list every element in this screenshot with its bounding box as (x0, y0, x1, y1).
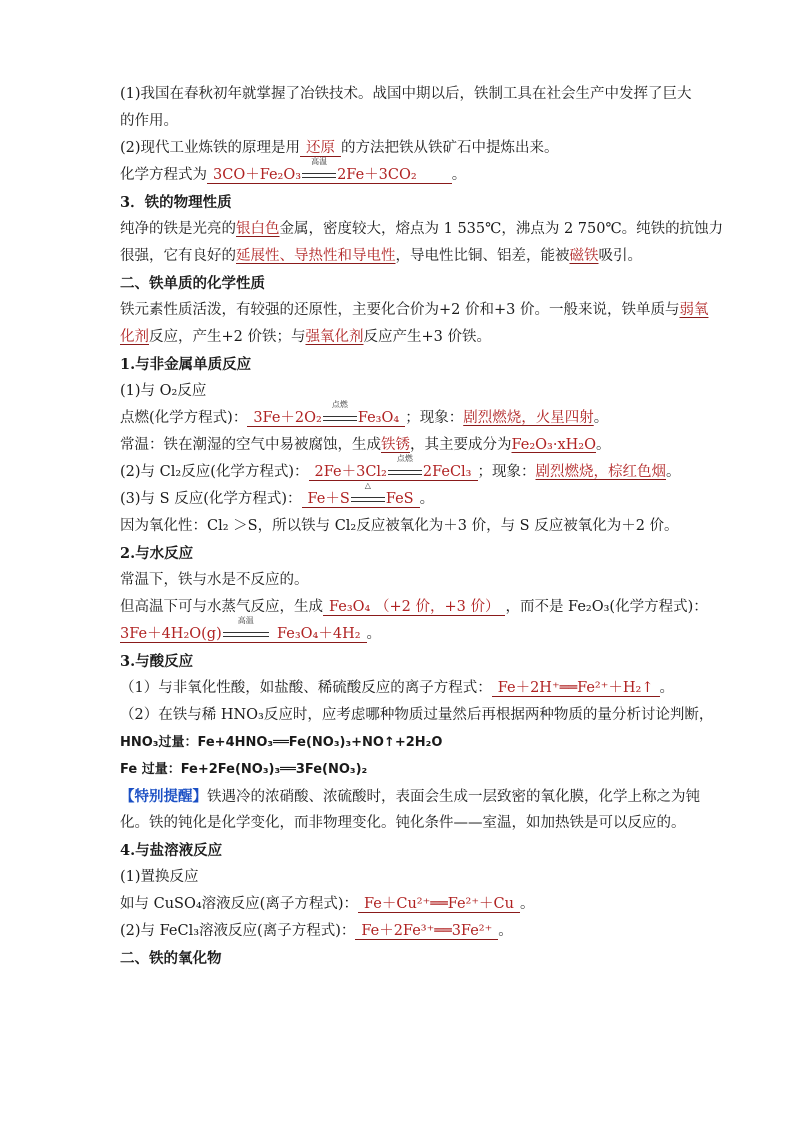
text: ；现象： (477, 464, 536, 480)
answer-blank (302, 481, 420, 508)
answer-text: 剧烈燃烧，火星四射 (463, 410, 594, 426)
equation-line (120, 157, 680, 184)
equation-products: Fe₃O₄ (357, 410, 400, 426)
answer-blank (207, 157, 452, 184)
text: 。 (366, 626, 382, 642)
reaction-condition (223, 616, 269, 642)
condition-label: △ (364, 481, 371, 490)
text: (2)现代工业炼铁的原理是用 (120, 140, 301, 156)
text: 的作用。 (120, 113, 178, 129)
text: ，其主要成分为 (410, 437, 512, 453)
equation-products: FeS (385, 491, 414, 507)
paragraph-line (120, 221, 724, 238)
answer-text: 银白色 (236, 221, 280, 237)
text: 纯净的铁是光亮的 (120, 221, 236, 237)
equation-line (120, 761, 680, 778)
equation-line (120, 734, 680, 751)
equation-reactants: 3CO＋Fe₂O₃ (213, 167, 302, 183)
text: ；现象： (405, 410, 464, 426)
text: ，导电性比铜、铝差，能被 (395, 248, 570, 264)
paragraph-line (120, 383, 680, 400)
text: 。 (451, 167, 467, 183)
text: HNO₃过量：Fe+4HNO₃══Fe(NO₃)₃+NO↑+2H₂O (120, 735, 443, 750)
paragraph-line (120, 248, 680, 265)
paragraph-line (120, 923, 680, 940)
text: 。 (519, 896, 535, 912)
text: 反应，产生+2 价铁；与 (149, 329, 306, 345)
text: 很强，它有良好的 (120, 248, 236, 264)
equation-line (120, 454, 681, 481)
text: 的方法把铁从铁矿石中提炼出来。 (341, 140, 559, 156)
answer-blank: Fe₃O₄ （+2 价，+3 价） (323, 599, 505, 616)
text: （2）在铁与稀 HNO₃反应时，应考虑哪种物质过量然后再根据两种物质的量分析讨论判断， (120, 707, 714, 723)
equals-sign (302, 173, 336, 178)
section-heading (120, 653, 680, 670)
reaction-condition (351, 481, 385, 507)
text: 。 (419, 491, 435, 507)
answer-blank: Fe＋2Fe³⁺══3Fe²⁺ (355, 923, 498, 940)
text: 因为氧化性：Cl₂ ＞S，所以铁与 Cl₂反应被氧化为＋3 价，与 S 反应被氧化为＋2 价。 (120, 518, 679, 534)
equation-reactants: 2Fe＋3Cl₂ (314, 464, 387, 480)
section-heading (120, 842, 680, 859)
text: 铁元素性质活泼，有较强的还原性，主要化合价为+2 价和+3 价。一般来说，铁单质与 (120, 302, 680, 318)
text: 。 (666, 464, 681, 480)
text: (1)我国在春秋初年就掌握了冶铁技术。战国中期以后，铁制工具在社会生产中发挥了巨大 (120, 86, 692, 102)
text: (3)与 S 反应(化学方程式)： (120, 491, 302, 507)
text: 。 (593, 410, 609, 426)
section-heading (120, 545, 680, 562)
paragraph-line (120, 572, 680, 589)
section-heading (120, 275, 680, 292)
text: (2)与 FeCl₃溶液反应(离子方程式)： (120, 923, 356, 939)
paragraph-line (120, 815, 686, 832)
answer-text: 弱氧 (679, 302, 709, 318)
answer-blank: 还原 (300, 140, 341, 157)
section-heading (120, 194, 680, 211)
text: 。 (498, 923, 513, 939)
text: 常温下，铁与水是不反应的。 (120, 572, 309, 588)
equation-reactants: 3Fe＋4H₂O(g) (120, 626, 222, 642)
reaction-condition (302, 157, 336, 183)
answer-text: 强氧化剂 (305, 329, 364, 345)
paragraph-line (120, 599, 708, 616)
equation-products: Fe₃O₄＋4H₂ (277, 626, 361, 642)
answer-text: 剧烈燃烧，棕红色烟 (535, 464, 666, 480)
paragraph-line (120, 437, 680, 454)
text: 反应产生+3 价铁。 (363, 329, 491, 345)
equation-line (120, 400, 680, 427)
reaction-condition (388, 454, 422, 480)
equation-reactants: 3Fe＋2O₂ (253, 410, 322, 426)
heading-text: 二、铁的氧化物 (120, 950, 222, 967)
answer-blank (120, 616, 367, 643)
paragraph-line (120, 518, 680, 535)
document-page (120, 86, 724, 977)
equals-sign (223, 632, 269, 637)
text: 金属，密度较大，熔点为 1 535℃，沸点为 2 750℃。纯铁的抗蚀力 (279, 221, 724, 237)
text: 如与 CuSO₄溶液反应(离子方程式)： (120, 896, 358, 912)
paragraph-line (120, 86, 692, 103)
heading-text: 4.与盐溶液反应 (120, 842, 223, 859)
paragraph-line (120, 329, 680, 346)
answer-blank (309, 454, 478, 481)
condition-label: 点燃 (331, 400, 348, 409)
text: （1）与非氧化性酸，如盐酸、稀硫酸反应的离子方程式： (120, 680, 492, 696)
text: (1)与 O₂反应 (120, 383, 207, 399)
condition-label: 高温 (237, 616, 254, 625)
equals-sign (388, 470, 422, 475)
equation-line (120, 481, 680, 508)
answer-blank: Fe＋Cu²⁺══Fe²⁺＋Cu (358, 896, 520, 913)
equation-products: 2Fe＋3CO₂ (337, 167, 417, 183)
heading-text: 二、铁单质的化学性质 (120, 275, 265, 292)
equation-line (120, 616, 680, 643)
paragraph-line (120, 896, 680, 913)
equation-products: 2FeCl₃ (422, 464, 472, 480)
text: 。 (596, 437, 611, 453)
heading-text: 3．铁的物理性质 (120, 194, 232, 211)
text: 常温：铁在潮湿的空气中易被腐蚀，生成 (120, 437, 381, 453)
paragraph-line (120, 680, 680, 697)
text: (2)与 Cl₂反应(化学方程式)： (120, 464, 309, 480)
text: Fe 过量：Fe+2Fe(NO₃)₃══3Fe(NO₃)₂ (120, 762, 368, 777)
heading-text: 1.与非金属单质反应 (120, 356, 252, 373)
text: ，而不是 Fe₂O₃(化学方程式)： (505, 599, 708, 615)
answer-text: 铁锈 (381, 437, 410, 453)
reaction-condition (323, 400, 357, 426)
answer-text: 延展性、导热性和导电性 (236, 248, 396, 264)
equation-reactants: Fe＋S (307, 491, 350, 507)
text: (1)置换反应 (120, 869, 199, 885)
text: 点燃(化学方程式)： (120, 410, 248, 426)
answer-text: Fe₂O₃·xH₂O (511, 437, 596, 453)
paragraph-line (120, 140, 680, 157)
answer-text: 化剂 (120, 329, 149, 345)
condition-label: 点燃 (396, 454, 413, 463)
text: 。 (659, 680, 674, 696)
answer-text: 磁铁 (569, 248, 599, 264)
condition-label: 高温 (311, 157, 328, 166)
paragraph-line (120, 869, 680, 886)
text: 化。铁的钝化是化学变化，而非物理变化。钝化条件——室温，如加热铁是可以反应的。 (120, 815, 686, 831)
section-heading (120, 356, 680, 373)
equals-sign (323, 416, 357, 421)
heading-text: 2.与水反应 (120, 545, 194, 562)
text: 但高温下可与水蒸气反应，生成 (120, 599, 323, 615)
answer-blank: Fe＋2H⁺══Fe²⁺＋H₂↑ (492, 680, 660, 697)
paragraph-line (120, 788, 700, 805)
heading-text: 3.与酸反应 (120, 653, 194, 670)
special-note-label: 【特别提醒】 (120, 788, 207, 805)
section-heading (120, 950, 680, 967)
text: 化学方程式为 (120, 167, 207, 183)
text: 铁遇冷的浓硝酸、浓硫酸时，表面会生成一层致密的氧化膜，化学上称之为钝 (207, 789, 700, 805)
paragraph-line (120, 113, 680, 130)
paragraph-line (120, 707, 714, 724)
answer-blank (247, 400, 405, 427)
equals-sign (351, 497, 385, 502)
paragraph-line (120, 302, 709, 319)
text: 吸引。 (598, 248, 642, 264)
